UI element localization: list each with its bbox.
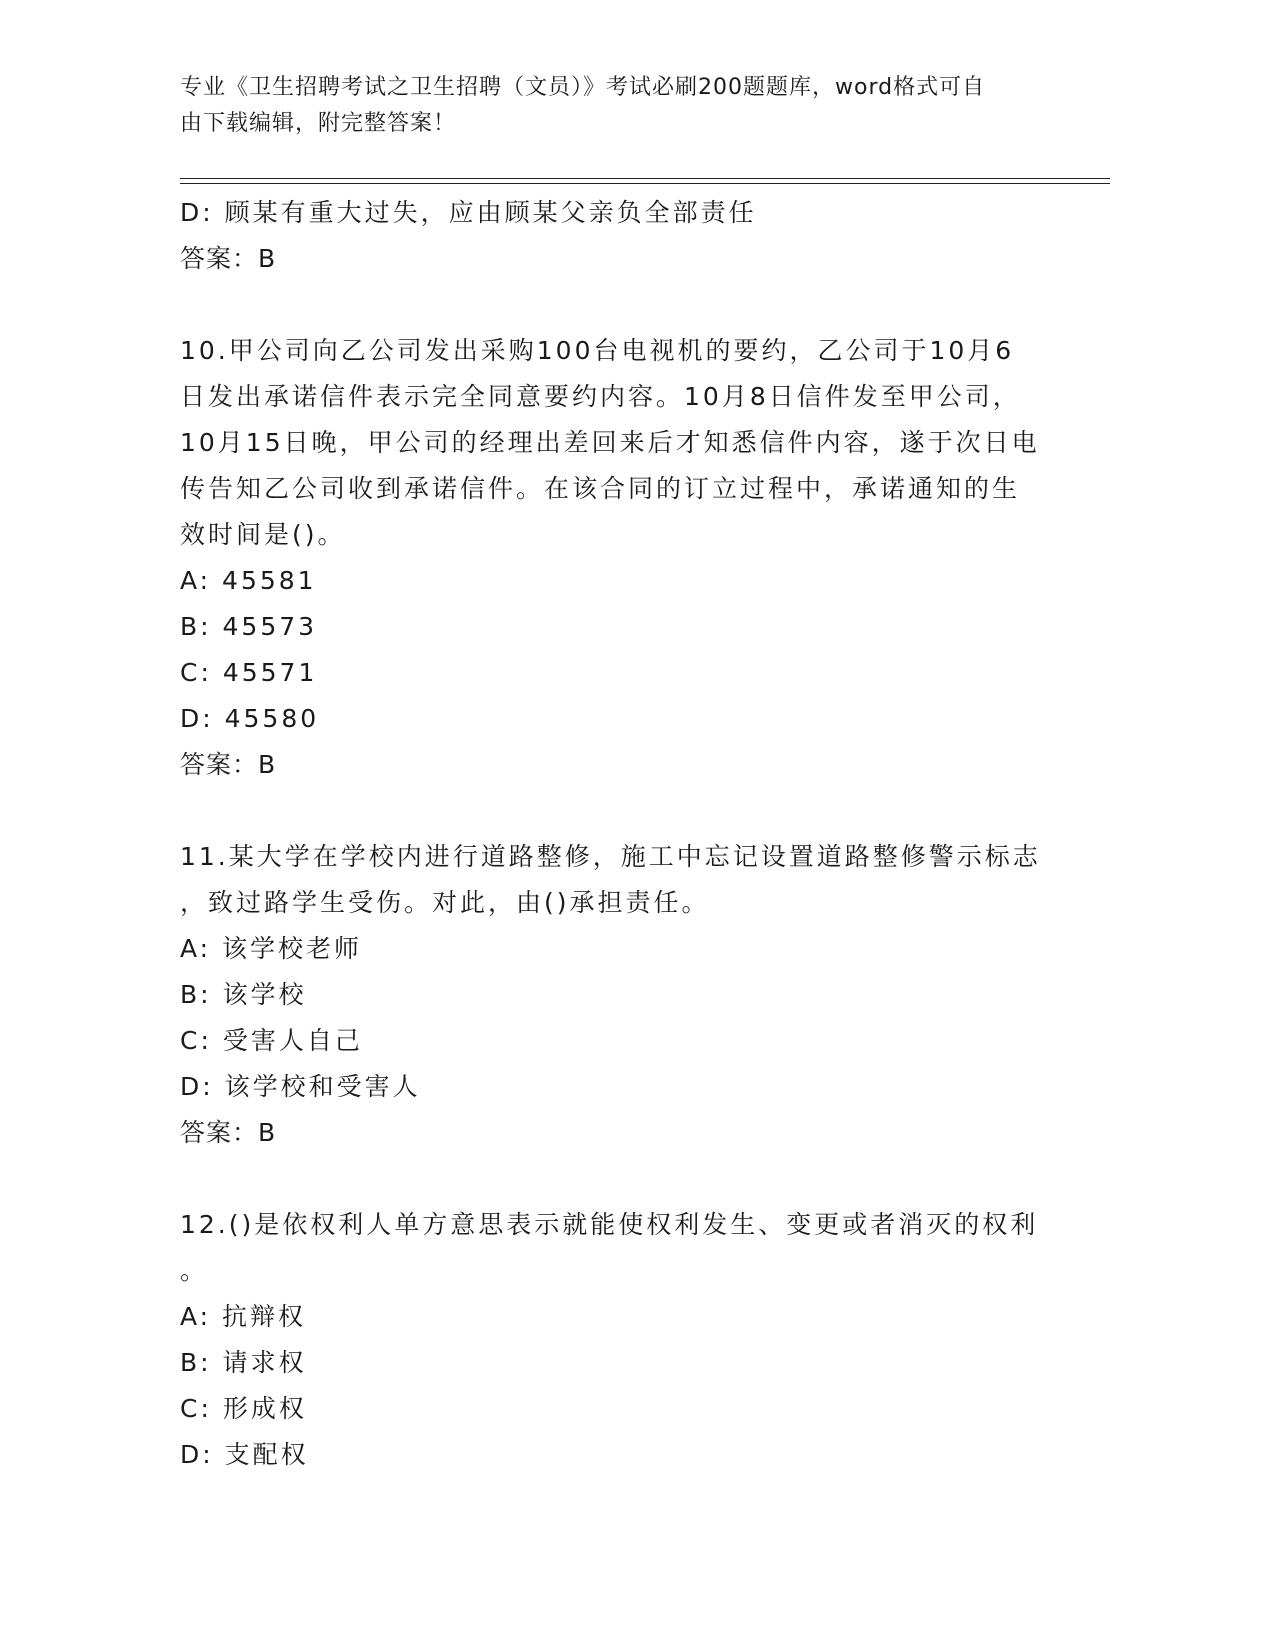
header-divider-double xyxy=(180,183,1110,184)
q10-stem-line: 日发出承诺信件表示完全同意要约内容。10月8日信件发至甲公司， xyxy=(180,382,1021,411)
q10-answer: 答案：B xyxy=(180,750,277,779)
q11-option-c: C: 受害人自己 xyxy=(180,1026,363,1055)
question-11 xyxy=(180,834,1060,1156)
q10-stem-line: 10月15日晚，甲公司的经理出差回来后才知悉信件内容，遂于次日电 xyxy=(180,428,1040,457)
q10-stem-line: 传告知乙公司收到承诺信件。在该合同的订立过程中，承诺通知的生 xyxy=(180,474,1021,503)
q11-stem-line: ，致过路学生受伤。对此，由()承担责任。 xyxy=(180,888,710,917)
q12-option-b: B: 请求权 xyxy=(180,1348,307,1377)
q12-option-c: C: 形成权 xyxy=(180,1394,307,1423)
q12-stem-line: 12.()是依权利人单方意思表示就能使权利发生、变更或者消灭的权利 xyxy=(180,1210,1039,1239)
q11-stem-line: 11.某大学在学校内进行道路整修，施工中忘记设置道路整修警示标志 xyxy=(180,842,1041,871)
header-line-2: 由下载编辑，附完整答案！ xyxy=(180,111,457,136)
question-12 xyxy=(180,1202,1060,1478)
q12-stem-line: 。 xyxy=(180,1256,209,1285)
q11-option-b: B: 该学校 xyxy=(180,980,307,1009)
header-divider xyxy=(180,178,1110,179)
document-header xyxy=(180,70,1060,142)
q12-option-a: A: 抗辩权 xyxy=(180,1302,307,1331)
q10-option-b: B: 45573 xyxy=(180,612,318,641)
q11-option-d: D: 该学校和受害人 xyxy=(180,1072,421,1101)
q10-stem-line: 10.甲公司向乙公司发出采购100台电视机的要约，乙公司于10月6 xyxy=(180,336,1015,365)
question-10 xyxy=(180,328,1060,788)
q10-stem-line: 效时间是()。 xyxy=(180,520,346,549)
q11-option-a: A: 该学校老师 xyxy=(180,934,363,963)
document-body xyxy=(180,190,1060,1478)
q10-option-d: D: 45580 xyxy=(180,704,320,733)
q11-answer: 答案：B xyxy=(180,1118,277,1147)
q9-answer: 答案：B xyxy=(180,244,277,273)
q10-option-a: A: 45581 xyxy=(180,566,317,595)
header-line-1: 专业《卫生招聘考试之卫生招聘（文员）》考试必刷200题题库，word格式可自 xyxy=(180,75,986,100)
q10-option-c: C: 45571 xyxy=(180,658,318,687)
q9-option-d: D: 顾某有重大过失，应由顾某父亲负全部责任 xyxy=(180,198,757,227)
q12-option-d: D: 支配权 xyxy=(180,1440,309,1469)
